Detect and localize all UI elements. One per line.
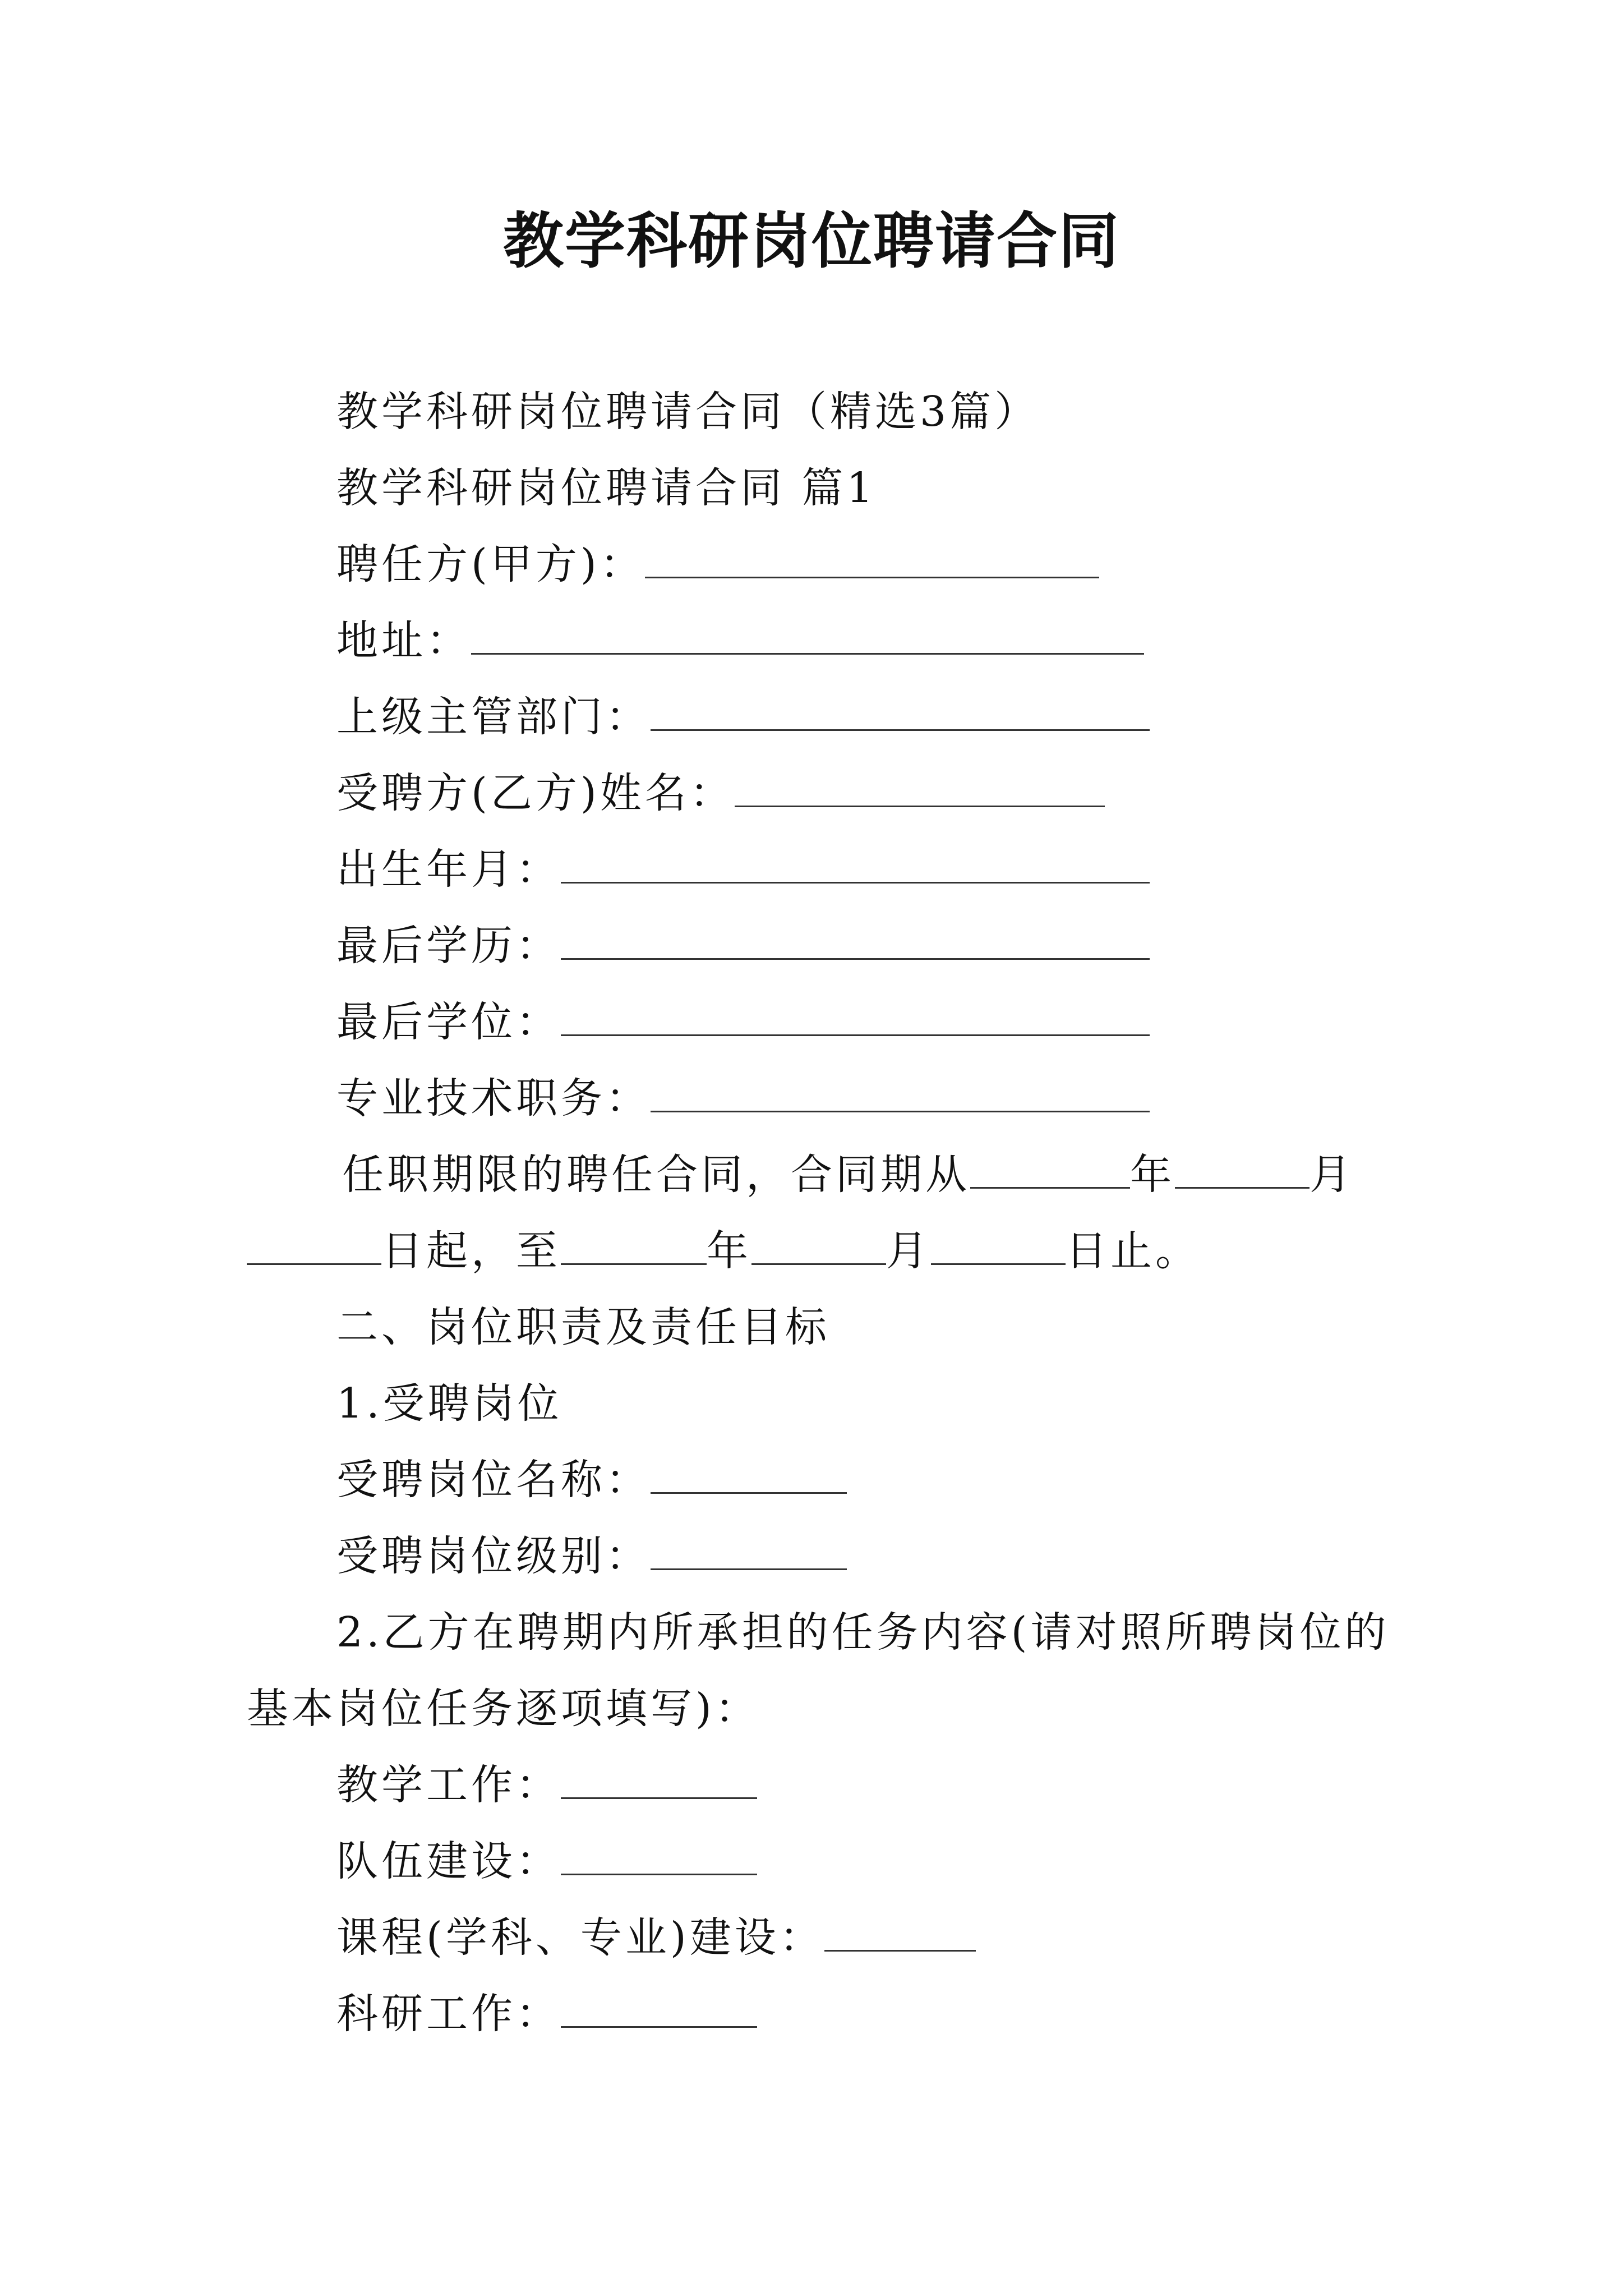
term-start-day-blank[interactable] — [247, 1224, 381, 1265]
post-name-blank[interactable] — [651, 1453, 847, 1494]
employer-label: 聘任方(甲方)： — [336, 540, 645, 588]
teaching-blank[interactable] — [561, 1758, 757, 1799]
section-2-heading: 二、岗位职责及责任目标 — [336, 1303, 830, 1351]
team-blank[interactable] — [561, 1834, 757, 1875]
address-blank[interactable] — [471, 614, 1144, 655]
birth-label: 出生年月： — [336, 845, 561, 894]
document-title: 教学科研岗位聘请合同 — [502, 206, 1120, 277]
team-label: 队伍建设： — [336, 1837, 561, 1885]
term-line-2 — [247, 1223, 1200, 1279]
address-field — [336, 613, 1144, 669]
post-level-field — [336, 1528, 847, 1584]
term-end-label: 日止。 — [1066, 1227, 1200, 1275]
term-year-label: 年 — [1130, 1151, 1175, 1199]
supervisor-field — [336, 689, 1150, 745]
title-rank-field — [336, 1070, 1150, 1126]
term-month-label: 月 — [1310, 1151, 1354, 1199]
term-start-month-blank[interactable] — [1175, 1148, 1310, 1189]
research-field — [336, 1986, 757, 2042]
birth-blank[interactable] — [561, 843, 1150, 884]
term-end-year-label: 年 — [707, 1227, 751, 1275]
degree-field — [336, 994, 1150, 1050]
term-end-day-blank[interactable] — [931, 1224, 1066, 1265]
term-text: 任职期限的聘任合同，合同期从 — [342, 1151, 970, 1199]
post-level-label: 受聘岗位级别： — [336, 1532, 651, 1580]
supervisor-blank[interactable] — [651, 690, 1150, 731]
research-label: 科研工作： — [336, 1990, 561, 2038]
employer-blank[interactable] — [645, 537, 1099, 578]
teaching-label: 教学工作： — [336, 1761, 561, 1809]
education-blank[interactable] — [561, 919, 1150, 960]
term-end-month-label: 月 — [886, 1227, 931, 1275]
birth-field — [336, 841, 1150, 898]
employer-field — [336, 536, 1099, 592]
term-day-to-label: 日起，至 — [381, 1227, 561, 1275]
item-1-heading: 1.受聘岗位 — [336, 1379, 562, 1428]
degree-label: 最后学位： — [336, 998, 561, 1046]
intro-line: 教学科研岗位聘请合同（精选3篇） — [336, 388, 1040, 436]
title-rank-label: 专业技术职务： — [336, 1074, 651, 1122]
address-label: 地址： — [336, 616, 471, 665]
employee-name-field — [336, 765, 1105, 821]
term-end-month-blank[interactable] — [751, 1224, 886, 1265]
research-blank[interactable] — [561, 1987, 757, 2028]
subtitle-line: 教学科研岗位聘请合同 篇1 — [336, 464, 877, 512]
degree-blank[interactable] — [561, 995, 1150, 1036]
post-name-label: 受聘岗位名称： — [336, 1456, 651, 1504]
education-label: 最后学历： — [336, 922, 561, 970]
term-line-1 — [342, 1147, 1354, 1203]
term-end-year-blank[interactable] — [561, 1224, 707, 1265]
employee-name-label: 受聘方(乙方)姓名： — [336, 769, 735, 817]
item-2-line-2: 基本岗位任务逐项填写)： — [247, 1685, 760, 1733]
post-name-field — [336, 1452, 847, 1508]
title-rank-blank[interactable] — [651, 1071, 1150, 1112]
course-field — [336, 1910, 976, 1966]
education-field — [336, 918, 1150, 974]
course-label: 课程(学科、专业)建设： — [336, 1913, 824, 1962]
team-field — [336, 1833, 757, 1889]
supervisor-label: 上级主管部门： — [336, 693, 651, 741]
employee-name-blank[interactable] — [735, 766, 1105, 807]
item-2-line-1: 2.乙方在聘期内所承担的任务内容(请对照所聘岗位的 — [336, 1608, 1390, 1657]
post-level-blank[interactable] — [651, 1529, 847, 1570]
course-blank[interactable] — [824, 1911, 976, 1952]
term-start-year-blank[interactable] — [970, 1148, 1130, 1189]
teaching-field — [336, 1757, 757, 1813]
